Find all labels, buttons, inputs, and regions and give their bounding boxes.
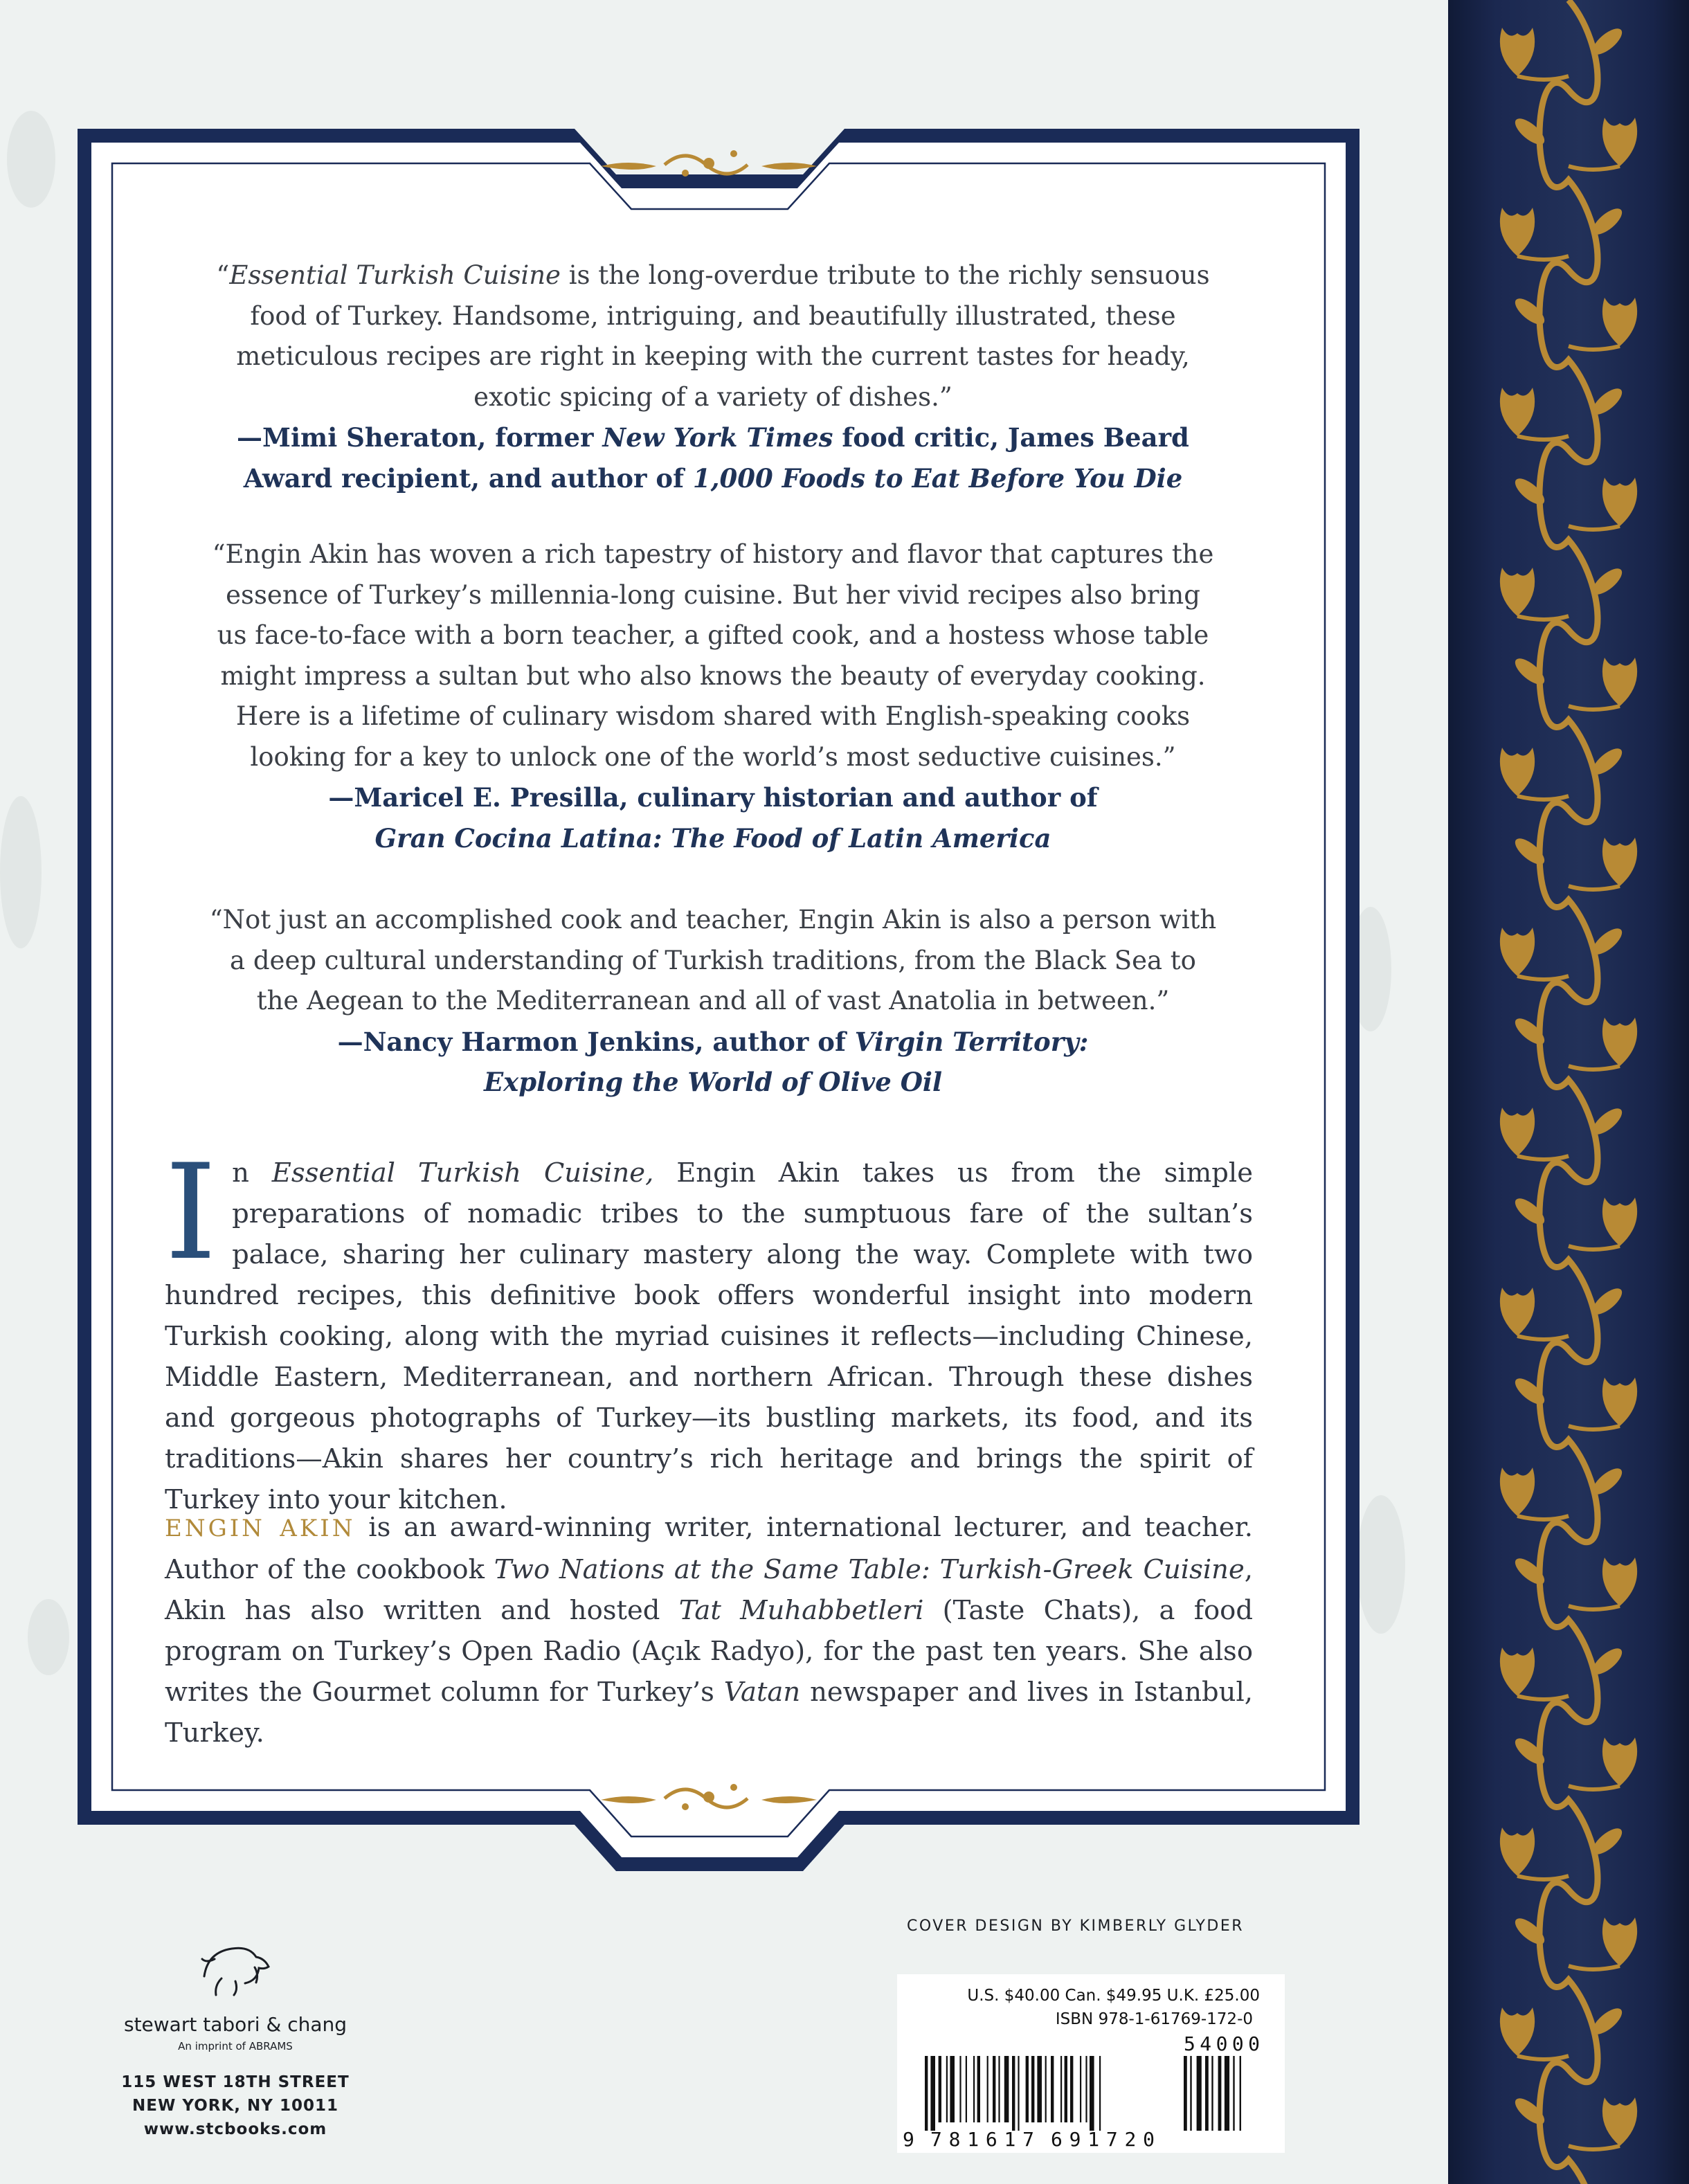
publisher-name: stewart tabori & chang [123, 2013, 347, 2036]
tulip-icon [1500, 2004, 1626, 2059]
quote-mimi-sheraton [208, 255, 1218, 498]
quote-nancy-harmon-jenkins [208, 900, 1218, 1103]
top-scroll-ornament-icon [601, 150, 817, 177]
tulip-icon [1500, 1464, 1626, 1519]
tulip-icon [1511, 1734, 1637, 1789]
book-spine [1448, 0, 1689, 2184]
barcode-digits-group-2: 691720 [1051, 2128, 1155, 2151]
tulip-icon [1500, 744, 1626, 800]
isbn-barcode [897, 1974, 1285, 2153]
publisher-block [97, 1938, 374, 2141]
barcode-bars [925, 2056, 1101, 2131]
tulip-icon [1511, 114, 1637, 170]
tulip-icon [1500, 924, 1626, 980]
barcode-addon-bars [1184, 2056, 1241, 2131]
tulip-icon [1500, 564, 1626, 620]
price-line: U.S. $40.00 Can. $49.95 U.K. £25.00 [967, 1987, 1260, 2005]
tulip-icon [1511, 474, 1637, 530]
imprint-note: An imprint of ABRAMS [178, 2040, 293, 2052]
quote-attribution: —Maricel E. Presilla, culinary historian and author of Gran Cocina Latina: The Food of Latin America [328, 782, 1098, 854]
quote-body: “Engin Akin has woven a rich tapestry of history and flavor that captures the essence of Turkey’s millennia-long cuisine. But her vivid recipes also bring us face-to-face with a born teacher, a gifted cook, and a hostess whose table might impress a sultan but who also knows the beauty of everyday cooking. Here is a lifetime of culinary wisdom shared with English-speaking cooks looking for a key to unlock one of the world’s most seductive cuisines.” [212, 539, 1214, 772]
tulip-icon [1511, 1554, 1637, 1609]
tulip-icon [1511, 1194, 1637, 1249]
barcode-digits-group-1: 781617 [930, 2128, 1034, 2151]
tulip-icon [1511, 2094, 1637, 2149]
tulip-icon [1500, 1824, 1626, 1879]
publisher-website: www.stcbooks.com [143, 2120, 327, 2138]
tulip-icon [1500, 204, 1626, 260]
buffalo-logo-icon [194, 1938, 277, 2001]
tulip-icon [1500, 1284, 1626, 1339]
barcode-panel [897, 1974, 1285, 2153]
quote-maricel-presilla [208, 534, 1218, 858]
tulip-icon [1511, 1374, 1637, 1429]
author-bio: ENGIN AKIN is an award-winning writer, international lecturer, and teacher. Author of the cookbook Two Nations at the Same Table: Turkish-Greek Cuisine, Akin has also written and hosted Tat Muhabbetleri (Taste Chats), a food program on Turkey’s Open Radio (Açık Radyo), for the past ten years. She also writes the Gourmet column for Turkey’s Vatan newspaper and lives in Istanbul, Turkey. [165, 1512, 1254, 1749]
barcode-addon-digits: 54000 [1184, 2032, 1260, 2055]
tulip-icon [1511, 1014, 1637, 1070]
quote-body: “Essential Turkish Cuisine is the long-overdue tribute to the richly sensuous food of Turkey. Handsome, intriguing, and beautifully illustrated, these meticulous recipes are right in keeping with the current tastes for heady, exotic spicing of a variety of dishes.” [216, 260, 1210, 412]
isbn-line: ISBN 978-1-61769-172-0 [1055, 2010, 1253, 2028]
tulip-icon [1500, 384, 1626, 440]
tulip-icon [1511, 294, 1637, 350]
quote-attribution: —Mimi Sheraton, former New York Times food critic, James Beard Award recipient, and author of 1,000 Foods to Eat Before You Die [237, 422, 1189, 494]
tulip-icon [1500, 24, 1626, 80]
publisher-address: 115 WEST 18TH STREET NEW YORK, NY 10011 www.stcbooks.com [97, 2070, 374, 2141]
drop-cap: I [165, 1136, 217, 1289]
tulip-icon [1511, 1914, 1637, 1969]
tulip-icon [1500, 1104, 1626, 1159]
author-name: ENGIN AKIN [165, 1515, 356, 1542]
book-description: In Essential Turkish Cuisine, Engin Akin takes us from the simple preparations of nomadic tribes to the sumptuous fare of the sultan’s palace, sharing her culinary mastery along the way. Complete with two hundred recipes, this definitive book offers wonderful insight into modern Turkish cooking, along with the myriad cuisines it reflects—including Chinese, Middle Eastern, Mediterranean, and northern African. Through these dishes and gorgeous photographs of Turkey—its bustling markets, its food, and its traditions—Akin shares her country’s rich heritage and brings the spirit of Turkey into your kitchen. [165, 1136, 1253, 1515]
tulip-icon [1511, 654, 1637, 710]
tulip-icon [1500, 1644, 1626, 1699]
gold-vine-ornament [1448, 0, 1689, 2184]
tulip-icon [1511, 834, 1637, 890]
cover-design-credit: COVER DESIGN BY KIMBERLY GLYDER [907, 1917, 1245, 1935]
quote-attribution: —Nancy Harmon Jenkins, author of Virgin Territory: Exploring the World of Olive Oil [337, 1026, 1089, 1097]
barcode-digit-lead: 9 [903, 2128, 914, 2151]
quote-body: “Not just an accomplished cook and teacher, Engin Akin is also a person with a deep cultural understanding of Turkish traditions, from the Black Sea to the Aegean to the Mediterranean and all of vast Anatolia in between.” [209, 905, 1217, 1016]
